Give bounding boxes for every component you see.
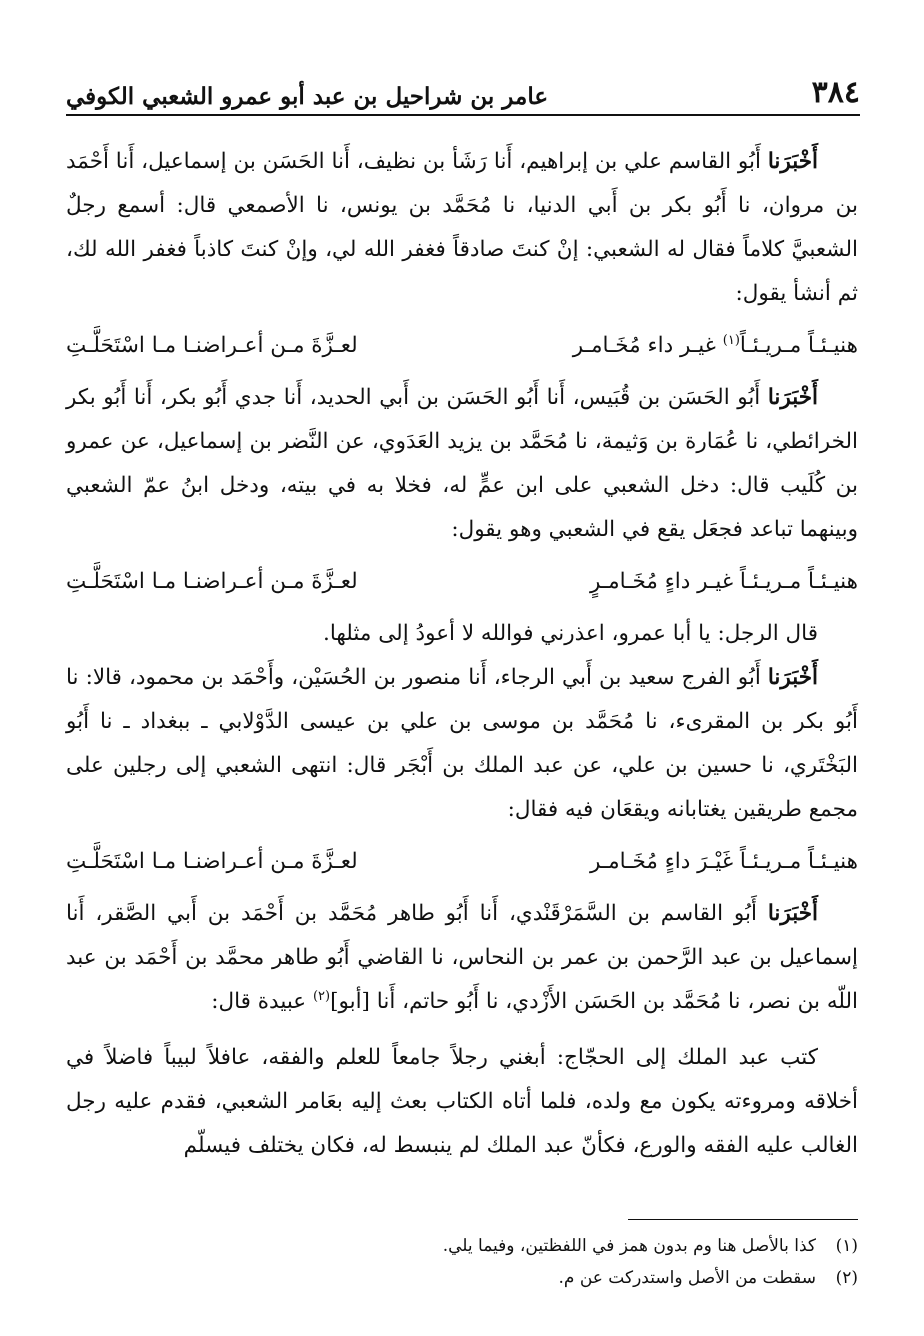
- footnote-divider: [628, 1219, 858, 1220]
- footnotes: [66, 1230, 858, 1294]
- akhbarana-keyword: أَخْبَرَنا: [767, 901, 818, 926]
- paragraph-1-text: أَبُو القاسم علي بن إبراهيم، أَنا رَشَأ بن نظيف، أَنا الحَسَن بن إسماعيل، أَنا أَحْمَد بن مروان، نا أَبُو بكر بن أَبي الدنيا، نا مُحَمَّد بن يونس، نا الأصمعي قال: أسمع رجلٌ الشعبيَّ كلاماً فقال له الشعبي: إنْ كنتَ صادقاً فغفر الله لي، وإنْ كنتَ كاذباً فغفر الله لك، ثم أنشأ يقول:: [65, 149, 858, 306]
- page-body: [66, 140, 858, 1168]
- akhbarana-keyword: أَخْبَرَنا: [767, 385, 818, 410]
- paragraph-6: [66, 1036, 858, 1168]
- verse-3-first-hemistich: هنيـئـاً مـريـئـاً غَيْـرَ داءٍ مُخَـامـر: [589, 849, 858, 874]
- verse-2-second-hemistich: لعـزَّةَ مـن أعـراضنـا مـا اسْتَحَلَّـتِ: [66, 569, 358, 594]
- footnote-2-number: (٢): [835, 1268, 858, 1288]
- footnote-2: [66, 1262, 858, 1294]
- paragraph-4: [66, 656, 858, 832]
- page-number: ٣٨٤: [811, 75, 860, 110]
- paragraph-5: [66, 892, 858, 1024]
- verse-2: [66, 560, 858, 604]
- paragraph-5-text-a: أَبُو القاسم بن السَّمَرْقَنْدي، أَنا أَبُو طاهر مُحَمَّد بن أَحْمَد بن أَبي الصَّقر، أَنا إسماعيل بن عبد الرَّحمن بن عمر بن النحاس، نا القاضي أَبُو طاهر محمَّد بن أَحْمَد بن عبد اللّه بن نصر، نا مُحَمَّد بن الحَسَن الأَزْدي، نا أَبُو حاتم، أَنا [أبو]: [66, 901, 858, 1014]
- paragraph-3-text: قال الرجل: يا أبا عمرو، اعذرني فوالله لا أعودُ إلى مثلها.: [322, 621, 818, 646]
- akhbarana-keyword: أَخْبَرَنا: [767, 665, 818, 690]
- paragraph-5-text-b: عبيدة قال:: [211, 989, 313, 1014]
- verse-1-second-hemistich: لعـزَّةَ مـن أعـراضنـا مـا اسْتَحَلَّـتِ: [66, 333, 358, 358]
- footnote-1: [66, 1230, 858, 1262]
- footnote-1-text: كذا بالأصل هنا وم بدون همز في اللفظتين، وفيما يلي.: [442, 1236, 816, 1256]
- footnote-2-text: سقطت من الأصل واستدركت عن م.: [558, 1268, 816, 1288]
- footnote-1-number: (١): [835, 1236, 858, 1256]
- paragraph-3: [66, 612, 858, 656]
- verse-1-first-rest: غيـر داء مُخَـامـر: [572, 333, 723, 358]
- verse-1-first-hemistich: [573, 324, 858, 368]
- running-title: عامر بن شراحيل بن عبد أبو عمرو الشعبي الكوفي: [66, 83, 549, 110]
- verse-2-first-hemistich: هنيـئـاً مـريـئـاً غيـر داءٍ مُخَـامـرٍ: [589, 569, 858, 594]
- akhbarana-keyword: أَخْبَرَنا: [767, 149, 818, 174]
- paragraph-4-text: أَبُو الفرج سعيد بن أَبي الرجاء، أَنا منصور بن الحُسَيْن، وأَحْمَد بن محمود، قالا: نا أَبُو بكر بن المقرىء، نا مُحَمَّد بن موسى بن علي بن عيسى الدَّوْلابي ـ ببغداد ـ نا أَبُو البَخْتَري، نا حسين بن علي، عن عبد الملك بن أَبْجَر قال: انتهى الشعبي إلى رجلين على مجمع طريقين يغتابانه ويقعَان فيه فقال:: [66, 665, 858, 822]
- verse-1: [66, 324, 858, 368]
- verse-1-first-part: هنيـئـاً مـريـئـاً: [739, 333, 858, 358]
- paragraph-6-text: كتب عبد الملك إلى الحجّاج: أبغني رجلاً جامعاً للعلم والفقه، عافلاً لبيباً فاضلاً في أخلاقه ومروءته يكون مع ولده، فلما أتاه الكتاب بعث إليه بعَامر الشعبي، فقدم عليه رجل الغالب عليه الفقه والورع، فكأنّ عبد الملك لم ينبسط له، فكان يختلف فيسلّم: [66, 1045, 858, 1158]
- paragraph-2-text: أَبُو الحَسَن بن قُبَيس، أَنا أَبُو الحَسَن بن أَبي الحديد، أَنا جدي أَبُو بكر، أَنا أَبُو بكر الخرائطي، نا عُمَارة بن وَثيمة، نا مُحَمَّد بن يزيد العَدَوي، عن النَّضر بن إسماعيل، عن عمرو بن كُلَيب قال: دخل الشعبي على ابن عمٍّ له، فخلا به في بيته، ودخل ابنُ عمّ الشعبي وبينهما تباعد فجعَل يقع في الشعبي وهو يقول:: [66, 385, 858, 542]
- page-header: [66, 66, 860, 116]
- paragraph-2: [66, 376, 858, 552]
- spacer: [66, 1024, 858, 1036]
- paragraph-1: [66, 140, 858, 316]
- footnote-marker-2: (٢): [312, 988, 331, 1004]
- verse-3-second-hemistich: لعـزَّةَ مـن أعـراضنـا مـا اسْتَحَلَّـتِ: [66, 849, 358, 874]
- footnote-marker-1: (١): [722, 332, 740, 348]
- verse-3: [66, 840, 858, 884]
